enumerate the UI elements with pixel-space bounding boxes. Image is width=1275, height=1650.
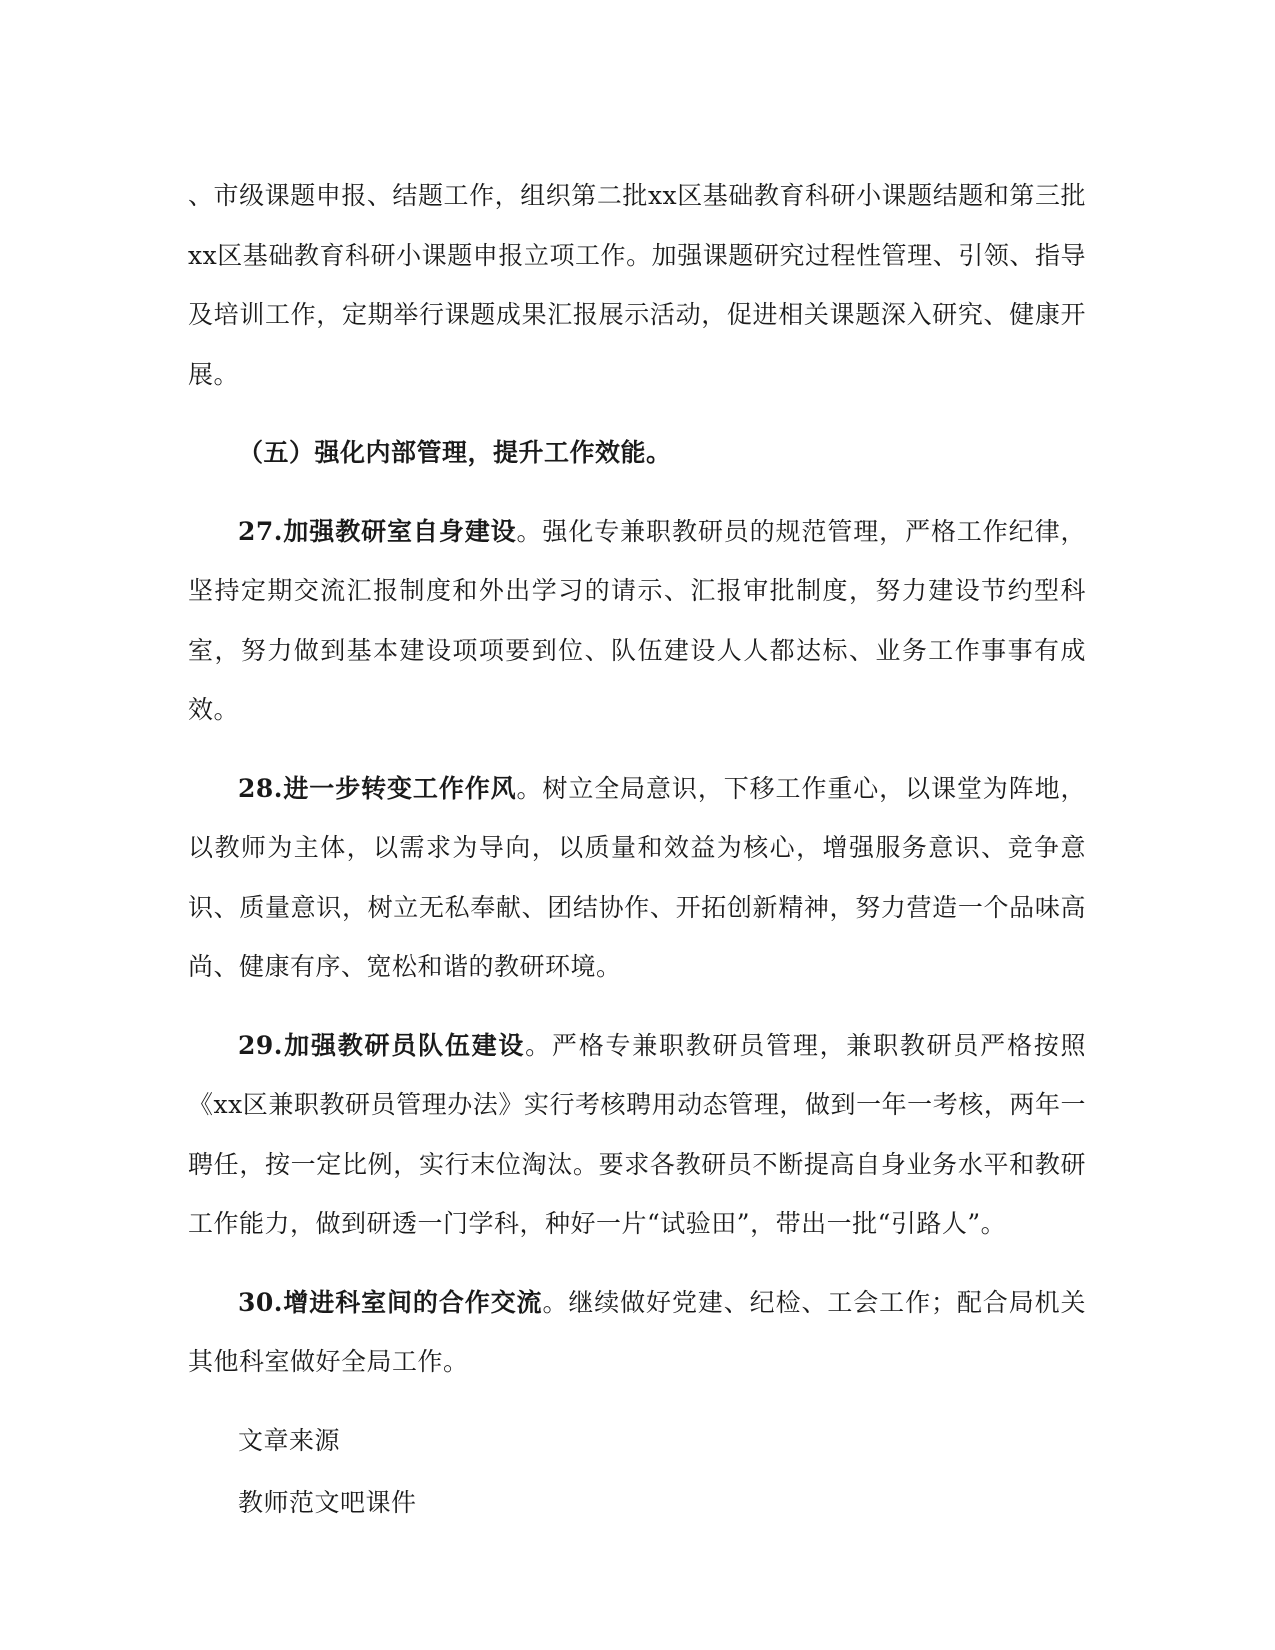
item-body: 。树立全局意识，下移工作重心，以课堂为阵地，以教师为主体，以需求为导向，以质量和效益为核心，增强服务意识、竞争意识、质量意识，树立无私奉献、团结协作、开拓创新精神，努力营造一个品味高尚、健康有序、宽松和谐的教研环境。 [188,773,1086,981]
item-lead: 30.增进科室间的合作交流 [238,1287,543,1317]
item-lead: 28.进一步转变工作作风 [238,773,517,803]
document-body [188,166,1086,1536]
paragraph-continuation: 、市级课题申报、结题工作，组织第二批xx区基础教育科研小课题结题和第三批xx区基础教育科研小课题申报立项工作。加强课题研究过程性管理、引领、指导及培训工作，定期举行课题成果汇报展示活动，促进相关课题深入研究、健康开展。 [188,181,1086,389]
source-label: 文章来源 [238,1425,341,1455]
section-heading: （五）强化内部管理，提升工作效能。 [238,438,672,467]
paragraph-item-27 [188,502,1086,740]
item-lead: 29.加强教研员队伍建设 [238,1030,526,1060]
paragraph-item-28 [188,759,1086,997]
source-name: 教师范文吧课件 [238,1488,417,1517]
paragraph-item-30 [188,1273,1086,1392]
item-body: 。继续做好党建、纪检、工会工作；配合局机关其他科室做好全局工作。 [188,1287,1086,1376]
item-lead: 27.加强教研室自身建设 [238,516,517,546]
paragraph-item-29 [188,1016,1086,1254]
item-body: 。强化专兼职教研员的规范管理，严格工作纪律，坚持定期交流汇报制度和外出学习的请示、汇报审批制度，努力建设节约型科室，努力做到基本建设项项要到位、队伍建设人人都达标、业务工作事事有成效。 [188,516,1086,724]
item-body: 。严格专兼职教研员管理，兼职教研员严格按照《xx区兼职教研员管理办法》实行考核聘用动态管理，做到一年一考核，两年一聘任，按一定比例，实行末位淘汰。要求各教研员不断提高自身业务水平和教研工作能力，做到研透一门学科，种好一片“试验田”，带出一批“引路人”。 [188,1030,1086,1238]
